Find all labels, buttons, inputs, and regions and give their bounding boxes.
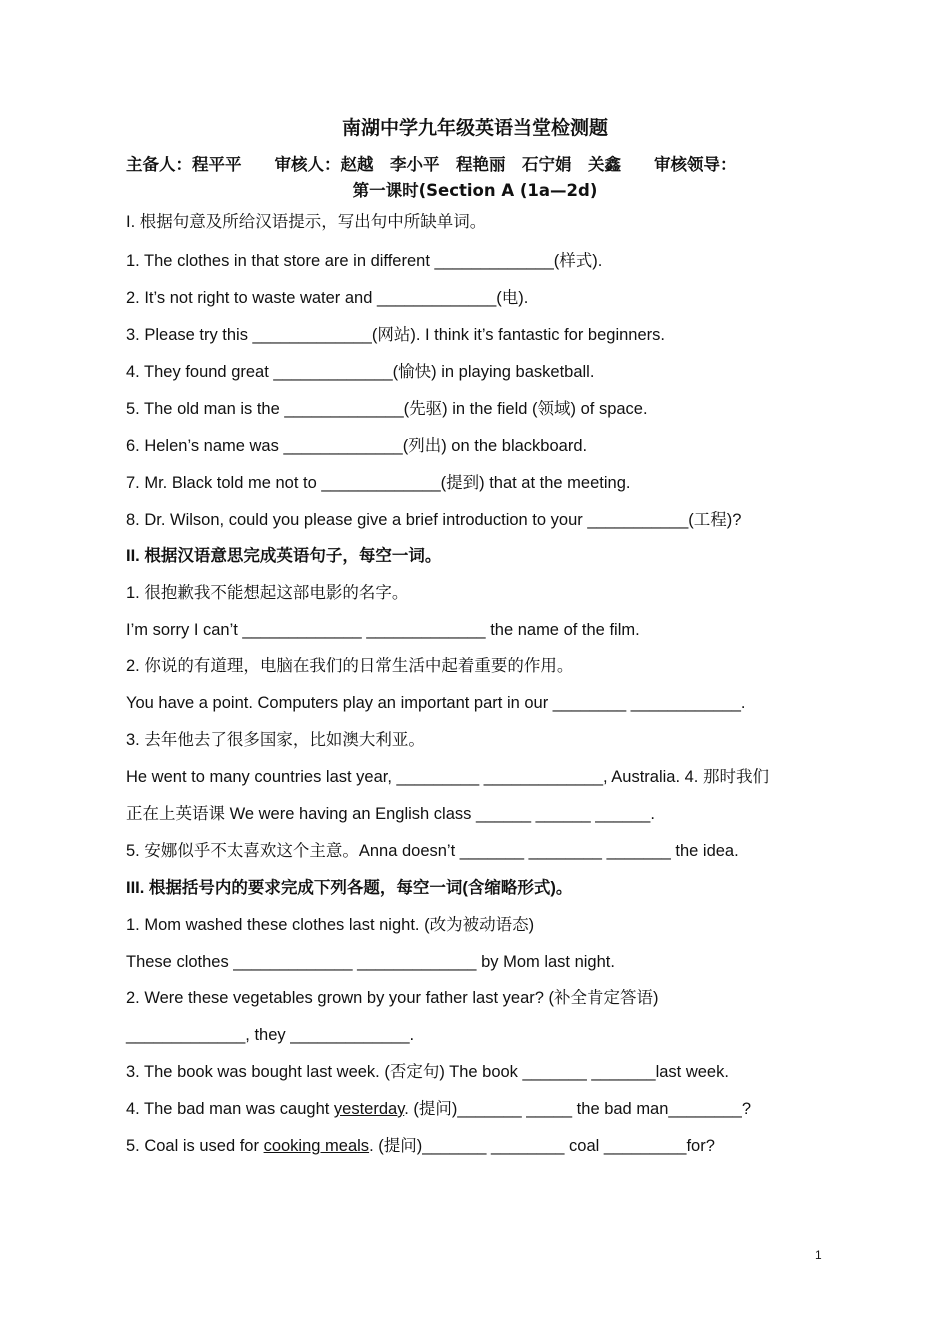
s3-question-4 [126,1098,846,1120]
s3-line-4: _____________, they _____________. [126,1026,415,1044]
q5-text-end: . (提问)_______ ________ coal _________for? [369,1137,715,1155]
s1-question-4: 4. They found great _____________(愉快) in playing basketball. [126,363,595,381]
s1-question-3: 3. Please try this _____________(网站). I think it’s fantastic for beginners. [126,326,665,344]
s1-question-1: 1. The clothes in that store are in different _____________(样式). [126,252,603,270]
s1-question-7: 7. Mr. Black told me not to _____________(提到) that at the meeting. [126,474,631,492]
s1-question-6: 6. Helen’s name was _____________(列出) on the blackboard. [126,437,588,455]
s3-line-3: 2. Were these vegetables grown by your father last year? (补全肯定答语) [126,989,659,1007]
s2-line-5: 3. 去年他去了很多国家，比如澳大利亚。 [126,731,425,749]
q5-underlined-phrase: cooking meals [263,1137,370,1155]
staff-line: 主备人：程平平 审核人：赵越 李小平 程艳丽 石宁娟 关鑫 审核领导： [126,155,737,174]
s1-question-2: 2. It’s not right to waste water and _____________(电). [126,289,529,307]
section-1-heading: I. 根据句意及所给汉语提示，写出句中所缺单词。 [126,213,487,231]
q4-text-start: 4. The bad man was caught [126,1100,334,1118]
s2-line-1: 1. 很抱歉我不能想起这部电影的名字。 [126,584,409,602]
s1-question-5: 5. The old man is the _____________(先驱) in the field (领域) of space. [126,400,648,418]
page-number: 1 [815,1248,822,1262]
s2-line-3: 2. 你说的有道理，电脑在我们的日常生活中起着重要的作用。 [126,657,574,675]
s3-line-2: These clothes _____________ _____________ by Mom last night. [126,953,615,971]
q5-text-start: 5. Coal is used for [126,1137,264,1155]
s2-line-6: He went to many countries last year, _________ _____________, Australia. 4. 那时我们 [126,768,769,786]
s3-question-5 [126,1135,846,1157]
s2-line-2: I’m sorry I can’t _____________ _____________ the name of the film. [126,621,640,639]
section-3-heading: III. 根据括号内的要求完成下列各题，每空一词(含缩略形式)。 [126,879,573,897]
s3-line-1: 1. Mom washed these clothes last night. (改为被动语态) [126,916,535,934]
lesson-subtitle: 第一课时(Section A (1a—2d) [352,181,598,200]
s1-question-8: 8. Dr. Wilson, could you please give a brief introduction to your ___________(工程)? [126,511,742,529]
s2-line-7: 正在上英语课 We were having an English class ______ ______ ______. [126,805,655,823]
page-title: 南湖中学九年级英语当堂检测题 [341,117,608,139]
s2-line-4: You have a point. Computers play an important part in our ________ ____________. [126,694,746,712]
s2-line-8: 5. 安娜似乎不太喜欢这个主意。Anna doesn’t _______ ________ _______ the idea. [126,842,739,860]
q4-underlined-word: yesterday [333,1100,405,1118]
s3-line-5: 3. The book was bought last week. (否定句) The book _______ _______last week. [126,1063,729,1081]
q4-text-end: . (提问)_______ _____ the bad man________? [404,1100,752,1118]
section-2-heading: II. 根据汉语意思完成英语句子，每空一词。 [126,547,442,565]
